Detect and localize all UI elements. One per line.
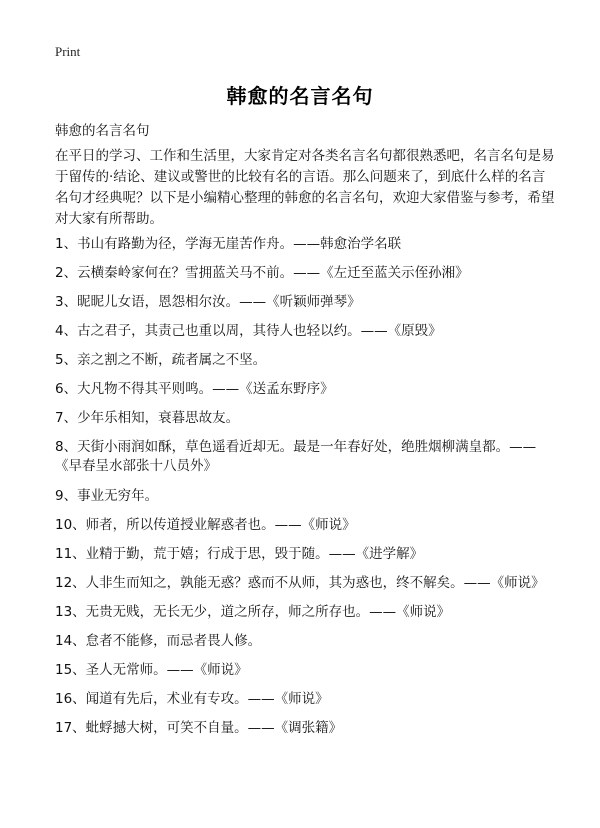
- quote-item-12: 12、人非生而知之，孰能无惑？惑而不从师，其为惑也，终不解矣。——《师说》: [55, 575, 545, 591]
- quote-item-15: 15、圣人无常师。——《师说》: [55, 662, 248, 678]
- quote-item-5: 5、亲之割之不断，疏者属之不坚。: [55, 352, 267, 368]
- quote-item-16: 16、闻道有先后，术业有专攻。——《师说》: [55, 691, 329, 707]
- quote-item-4: 4、古之君子，其责己也重以周，其待人也轻以约。——《原毁》: [55, 323, 442, 339]
- quote-item-8: 8、天街小雨润如酥，草色遥看近却无。最是一年春好处，绝胜烟柳满皇都。——《早春呈水部张十八员外》: [55, 439, 537, 474]
- quote-item-6: 6、大凡物不得其平则鸣。——《送孟东野序》: [55, 381, 334, 397]
- quote-item-11: 11、业精于勤，荒于嬉；行成于思，毁于随。——《进学解》: [55, 546, 424, 562]
- quote-item-1: 1、书山有路勤为径，学海无崖苦作舟。——韩愈治学名联: [55, 236, 402, 252]
- article-subtitle: 韩愈的名言名句: [55, 123, 150, 139]
- quote-item-3: 3、昵昵儿女语，恩怨相尔汝。——《听颖师弹琴》: [55, 294, 361, 310]
- quote-item-2: 2、云横秦岭家何在？雪拥蓝关马不前。——《左迁至蓝关示侄孙湘》: [55, 265, 469, 281]
- quote-item-9: 9、事业无穷年。: [55, 488, 159, 504]
- quote-item-7: 7、少年乐相知，衰暮思故友。: [55, 410, 240, 426]
- quote-item-17: 17、蚍蜉撼大树，可笑不自量。——《调张籍》: [55, 720, 343, 736]
- quote-item-14: 14、怠者不能修，而忌者畏人修。: [55, 633, 262, 649]
- intro-paragraph: 在平日的学习、工作和生活里，大家肯定对各类名言名句都很熟悉吧，名言名句是易于留传的·结论、建议或警世的比较有名的言语。那么问题来了，到底什么样的名言名句才经典呢？以下是小编精心整理的韩愈的名言名句，欢迎大家借鉴与参考，希望对大家有所帮助。: [55, 148, 555, 227]
- quote-list: [55, 235, 555, 748]
- quote-item-10: 10、师者，所以传道授业解惑者也。——《师说》: [55, 517, 356, 533]
- quote-item-13: 13、无贵无贱，无长无少，道之所存，师之所存也。——《师说》: [55, 604, 451, 620]
- page-title: 韩愈的名言名句: [226, 84, 374, 108]
- print-link[interactable]: Print: [55, 44, 81, 59]
